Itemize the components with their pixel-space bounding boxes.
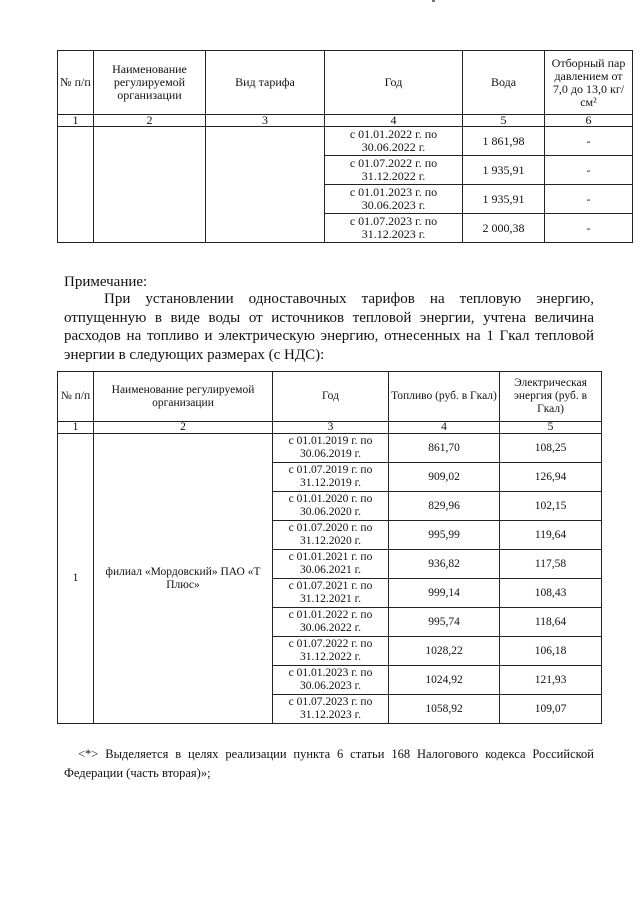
steam-cell: - (545, 214, 633, 243)
column-number-row (58, 422, 602, 434)
column-number: 5 (500, 422, 602, 434)
column-number: 3 (273, 422, 389, 434)
header-cell: Отборный пар давлением от 7,0 до 13,0 кг/см² (545, 51, 633, 115)
header-cell: Вода (463, 51, 545, 115)
fuel-cell: 861,70 (389, 434, 500, 463)
steam-cell: - (545, 156, 633, 185)
period-cell: с 01.01.2021 г. по 30.06.2021 г. (273, 550, 389, 579)
period-cell: с 01.01.2020 г. по 30.06.2020 г. (273, 492, 389, 521)
header-cell: Год (273, 372, 389, 422)
power-cell: 118,64 (500, 608, 602, 637)
header-cell: № п/п (58, 51, 94, 115)
header-cell: Год (325, 51, 463, 115)
fuel-cell: 995,74 (389, 608, 500, 637)
footnote: <*> Выделяется в целях реализации пункта 6 статьи 168 Налогового кодекса Российской Федерации (часть вторая)»; (64, 747, 594, 780)
power-cell: 106,18 (500, 637, 602, 666)
period-cell: с 01.01.2022 г. по 30.06.2022 г. (325, 127, 463, 156)
fuel-cell: 999,14 (389, 579, 500, 608)
water-cell: 1 935,91 (463, 185, 545, 214)
fuel-cell: 1058,92 (389, 695, 500, 724)
header-cell: Вид тарифа (206, 51, 325, 115)
power-cell: 102,15 (500, 492, 602, 521)
header-cell: № п/п (58, 372, 94, 422)
column-number: 2 (94, 115, 206, 127)
fuel-cell: 1024,92 (389, 666, 500, 695)
table-header-row (58, 372, 602, 422)
column-number-row (58, 115, 633, 127)
period-cell: с 01.01.2019 г. по 30.06.2019 г. (273, 434, 389, 463)
period-cell: с 01.01.2023 г. по 30.06.2023 г. (325, 185, 463, 214)
fuel-cell: 829,96 (389, 492, 500, 521)
column-number: 6 (545, 115, 633, 127)
column-number: 3 (206, 115, 325, 127)
table-row (58, 434, 602, 463)
steam-cell: - (545, 127, 633, 156)
power-cell: 119,64 (500, 521, 602, 550)
period-cell: с 01.07.2020 г. по 31.12.2020 г. (273, 521, 389, 550)
column-number: 4 (389, 422, 500, 434)
empty-cell (206, 127, 325, 243)
fuel-cell: 909,02 (389, 463, 500, 492)
water-cell: 2 000,38 (463, 214, 545, 243)
fuel-cell: 1028,22 (389, 637, 500, 666)
power-cell: 121,93 (500, 666, 602, 695)
water-cell: 1 935,91 (463, 156, 545, 185)
column-number: 1 (58, 115, 94, 127)
power-cell: 117,58 (500, 550, 602, 579)
power-cell: 108,43 (500, 579, 602, 608)
column-number: 1 (58, 422, 94, 434)
period-cell: с 01.07.2022 г. по 31.12.2022 г. (325, 156, 463, 185)
period-cell: с 01.07.2021 г. по 31.12.2021 г. (273, 579, 389, 608)
column-number: 4 (325, 115, 463, 127)
power-cell: 108,25 (500, 434, 602, 463)
steam-cell: - (545, 185, 633, 214)
period-cell: с 01.07.2022 г. по 31.12.2022 г. (273, 637, 389, 666)
note-text: При установлении одноставочных тарифов на тепловую энергию, отпущенную в виде воды от источников тепловой энергии, учтена величина расходов на топливо и электрическую энергию, отнесенных на 1 Гкал тепловой энергии в следующих размерах (с НДС): (64, 291, 594, 363)
header-cell: Наименование регулируемой организации (94, 372, 273, 422)
header-cell: Электрическая энергия (руб. в Гкал) (500, 372, 602, 422)
period-cell: с 01.07.2023 г. по 31.12.2023 г. (325, 214, 463, 243)
period-cell: с 01.01.2022 г. по 30.06.2022 г. (273, 608, 389, 637)
header-cell: Наименование регулируемой организации (94, 51, 206, 115)
fuel-cell: 995,99 (389, 521, 500, 550)
column-number: 5 (463, 115, 545, 127)
header-cell: Топливо (руб. в Гкал) (389, 372, 500, 422)
period-cell: с 01.07.2023 г. по 31.12.2023 г. (273, 695, 389, 724)
power-cell: 126,94 (500, 463, 602, 492)
water-cell: 1 861,98 (463, 127, 545, 156)
empty-cell (58, 127, 94, 243)
empty-cell (94, 127, 206, 243)
period-cell: с 01.07.2019 г. по 31.12.2019 г. (273, 463, 389, 492)
costs-table (57, 371, 602, 724)
fuel-cell: 936,82 (389, 550, 500, 579)
table-row (58, 127, 633, 156)
table-header-row (58, 51, 633, 115)
tariff-table (57, 50, 633, 243)
organization-cell: филиал «Мордовский» ПАО «Т Плюс» (94, 434, 273, 724)
row-index: 1 (58, 434, 94, 724)
column-number: 2 (94, 422, 273, 434)
note-title: Примечание: (64, 274, 148, 290)
period-cell: с 01.01.2023 г. по 30.06.2023 г. (273, 666, 389, 695)
power-cell: 109,07 (500, 695, 602, 724)
page-mark (432, 0, 435, 2)
